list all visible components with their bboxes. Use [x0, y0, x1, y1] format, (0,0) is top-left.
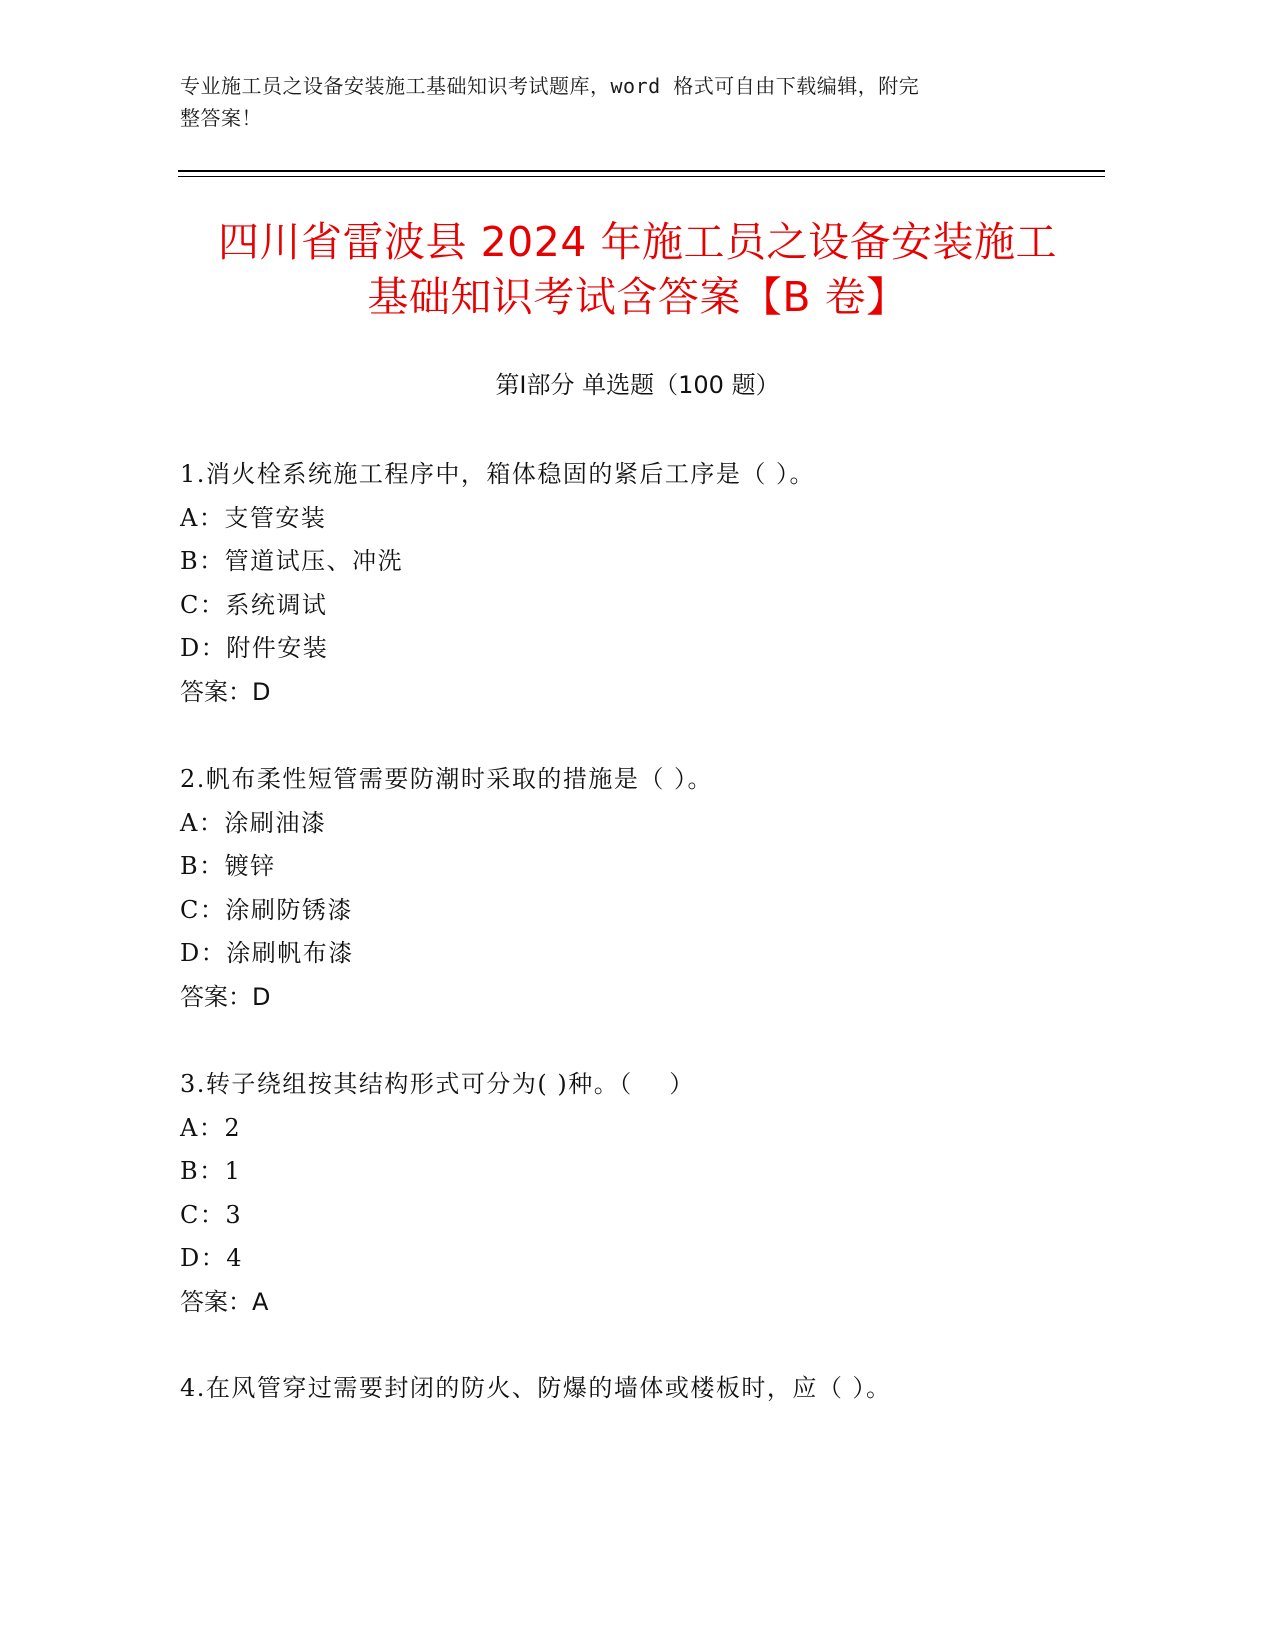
answer: 答案：D — [180, 982, 271, 1011]
option-c: C：系统调试 — [180, 590, 328, 619]
header-divider-thick — [178, 170, 1105, 172]
document-title — [150, 215, 1125, 325]
header-note-line-1: 专业施工员之设备安装施工基础知识考试题库，word 格式可自由下载编辑，附完 — [180, 74, 920, 98]
option-a: A：支管安装 — [180, 503, 327, 532]
question-2 — [180, 758, 1080, 1020]
option-b: B：1 — [180, 1157, 242, 1186]
header-divider-thin — [178, 176, 1105, 177]
option-c: C：涂刷防锈漆 — [180, 895, 353, 924]
document-title-line-1: 四川省雷波县 2024 年施工员之设备安装施工 — [218, 218, 1057, 266]
question-stem: 4.在风管穿过需要封闭的防火、防爆的墙体或楼板时，应（ ）。 — [180, 1374, 892, 1402]
question-stem: 2.帆布柔性短管需要防潮时采取的措施是（ ）。 — [180, 765, 714, 793]
option-a: A：涂刷油漆 — [180, 808, 327, 837]
option-d: D：4 — [180, 1244, 244, 1273]
question-1 — [180, 453, 1080, 715]
option-d: D：附件安装 — [180, 634, 329, 663]
question-stem: 3.转子绕组按其结构形式可分为( )种。（ ） — [180, 1070, 695, 1098]
option-d: D：涂刷帆布漆 — [180, 939, 354, 968]
option-c: C：3 — [180, 1200, 243, 1229]
option-a: A：2 — [180, 1113, 242, 1142]
question-3 — [180, 1063, 1080, 1325]
section-title: 第Ⅰ部分 单选题（100 题） — [495, 371, 780, 399]
question-stem: 1.消火栓系统施工程序中，箱体稳固的紧后工序是（ ）。 — [180, 460, 816, 488]
header-note — [180, 70, 1030, 134]
answer: 答案：D — [180, 677, 271, 706]
option-b: B：镀锌 — [180, 852, 276, 881]
option-b: B：管道试压、冲洗 — [180, 547, 404, 576]
question-4 — [180, 1367, 1080, 1411]
header-note-line-2: 整答案！ — [180, 106, 262, 130]
document-title-line-2: 基础知识考试含答案【B 卷】 — [367, 273, 908, 321]
answer: 答案：A — [180, 1287, 269, 1316]
